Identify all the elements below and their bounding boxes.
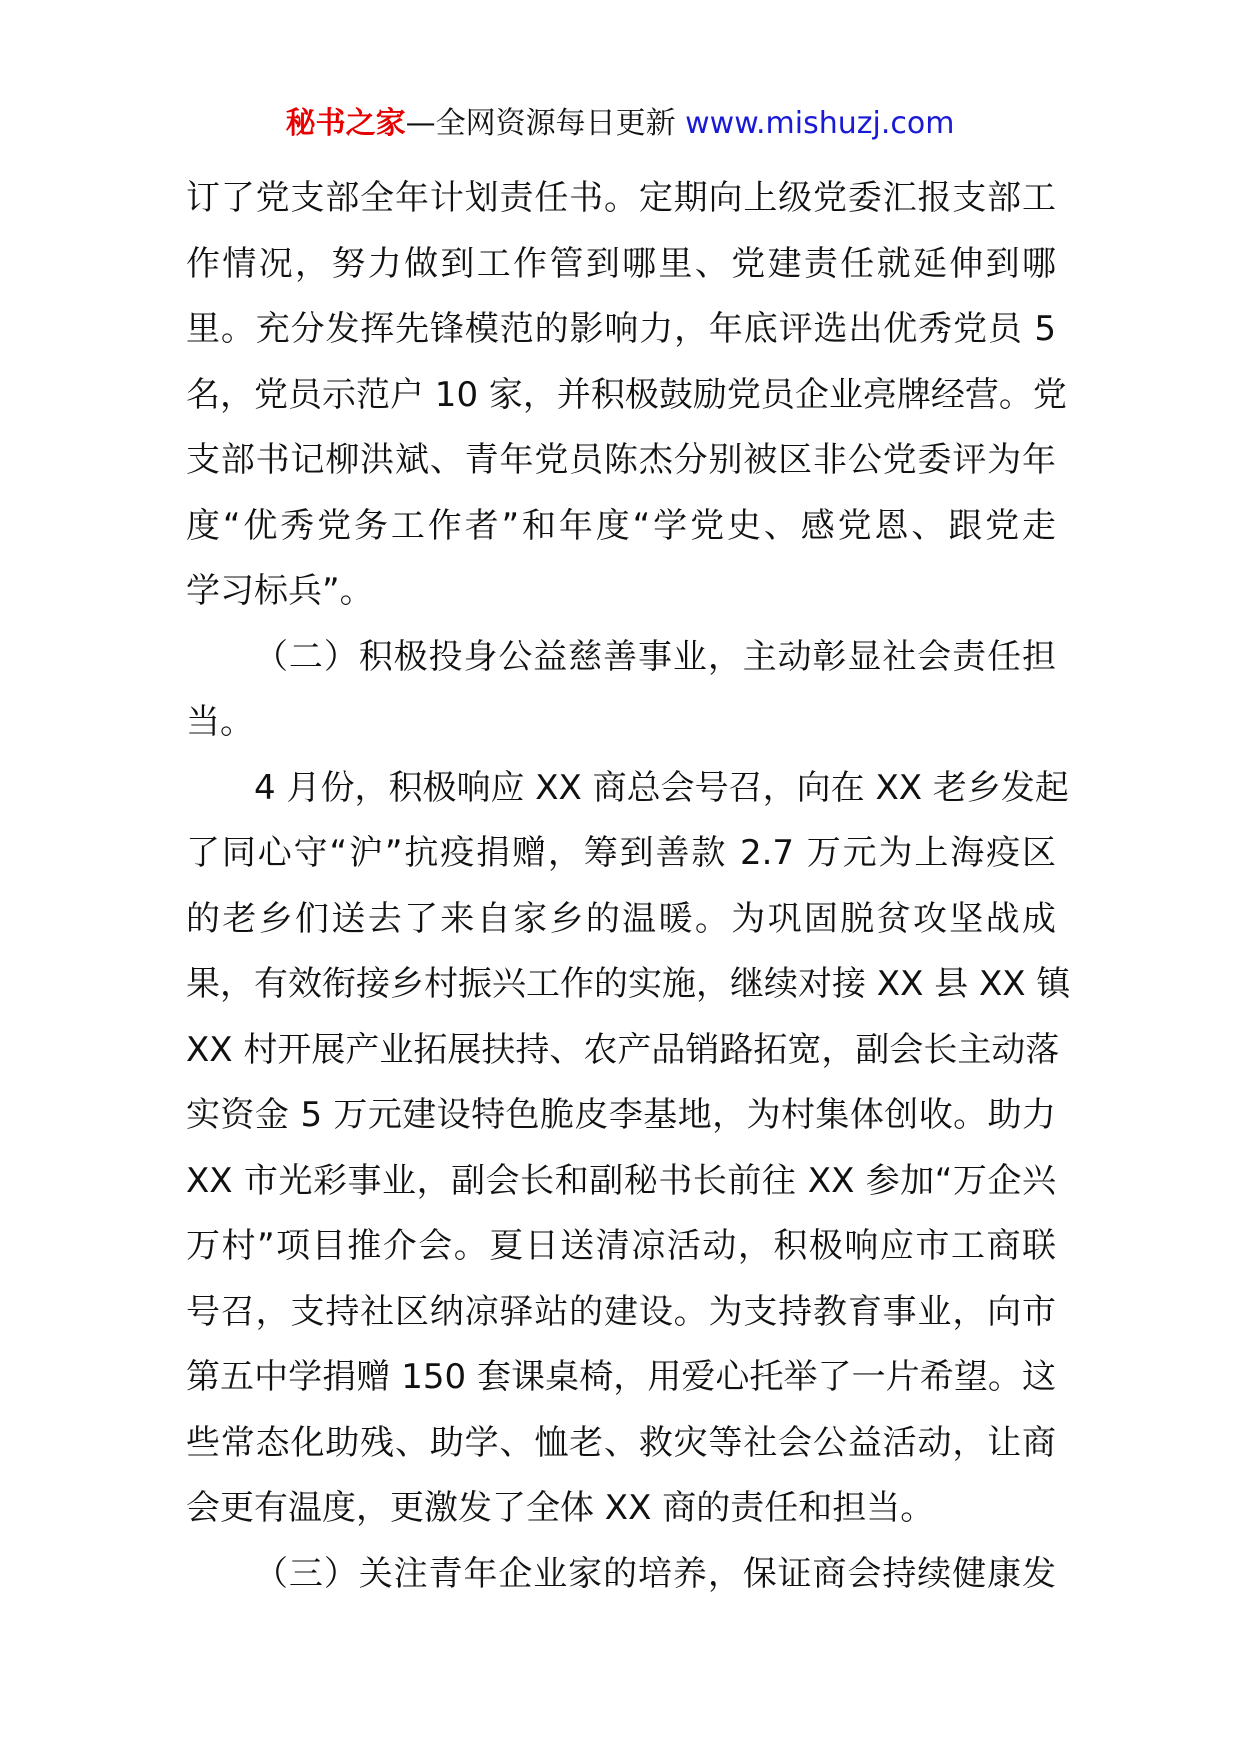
text-line: 度“优秀党务工作者”和年度“学党史、感党恩、跟党走 [186, 505, 1056, 546]
text-line: 实资金 5 万元建设特色脆皮李基地，为村集体创收。助力 [186, 1095, 1056, 1135]
text-line: 作情况，努力做到工作管到哪里、党建责任就延伸到哪 [186, 243, 1056, 284]
text-line: 4 月份，积极响应 XX 商总会号召，向在 XX 老乡发起 [254, 767, 1069, 808]
text-line: 万村”项目推介会。夏日送清凉活动，积极响应市工商联 [186, 1226, 1056, 1266]
text-line: 名，党员示范户 10 家，并积极鼓励党员企业亮牌经营。党 [186, 374, 1067, 415]
section-heading-continued: 当。 [186, 702, 254, 742]
text-line: 里。充分发挥先锋模范的影响力，年底评选出优秀党员 5 [186, 309, 1056, 349]
text-line: XX 村开展产业拓展扶持、农产品销路拓宽，副会长主动落 [186, 1029, 1060, 1070]
brand-name: 秘书之家 [285, 106, 406, 141]
section-heading: （三）关注青年企业家的培养，保证商会持续健康发 [254, 1553, 1056, 1594]
section-heading: （二）积极投身公益慈善事业，主动彰显社会责任担 [254, 636, 1056, 677]
text-line: 会更有温度，更激发了全体 XX 商的责任和担当。 [186, 1488, 935, 1528]
site-header [0, 100, 1240, 148]
site-url-link[interactable]: www.mishuzj.com [685, 106, 955, 141]
text-line: 订了党支部全年计划责任书。定期向上级党委汇报支部工 [186, 178, 1056, 218]
text-line: 了同心守“沪”抗疫捐赠，筹到善款 2.7 万元为上海疫区 [186, 833, 1056, 873]
text-line: 号召，支持社区纳凉驿站的建设。为支持教育事业，向市 [186, 1291, 1056, 1332]
header-tagline: —全网资源每日更新 [405, 106, 676, 141]
text-line: 的老乡们送去了来自家乡的温暖。为巩固脱贫攻坚战成 [186, 898, 1056, 939]
text-line: 些常态化助残、助学、恤老、救灾等社会公益活动，让商 [186, 1422, 1056, 1463]
text-line: 支部书记柳洪斌、青年党员陈杰分别被区非公党委评为年 [186, 440, 1056, 480]
text-line: XX 市光彩事业，副会长和副秘书长前往 XX 参加“万企兴 [186, 1160, 1056, 1201]
document-body [186, 166, 1071, 1607]
text-line: 果，有效衔接乡村振兴工作的实施，继续对接 XX 县 XX 镇 [186, 964, 1071, 1004]
text-line: 学习标兵”。 [186, 571, 374, 611]
text-line: 第五中学捐赠 150 套课桌椅，用爱心托举了一片希望。这 [186, 1357, 1056, 1397]
